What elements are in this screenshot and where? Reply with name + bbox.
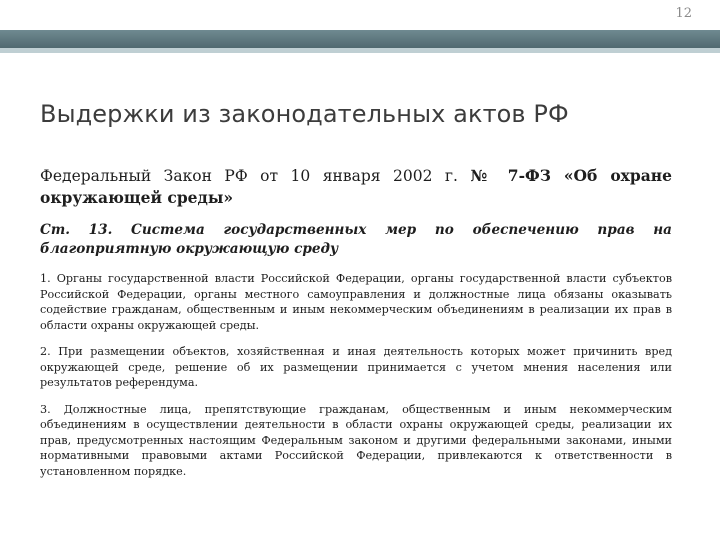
- article-heading: Ст. 13. Система государственных мер по обеспечению прав на благоприятную окружающую среду: [40, 222, 672, 257]
- paragraph-2: 2. При размещении объектов, хозяйственная и иная деятельность которых может причинить вред окружающей среде, решение об их размещении принимается с учетом мнения населения или результатов референдума.: [40, 345, 672, 389]
- law-heading: [40, 165, 672, 209]
- header-band: [0, 0, 720, 30]
- top-decorative-band: [0, 30, 720, 48]
- paragraph-1: 1. Органы государственной власти Российской Федерации, органы государственной власти субъектов Российской Федерации, органы местного самоуправления и должностные лица обязаны оказывать содействие гражданам, общественным и иным некоммерческим объединениям в реализации их прав в области охраны окружающей среды.: [40, 272, 672, 332]
- paragraph-3: 3. Должностные лица, препятствующие гражданам, общественным и иным некоммерческим объединениям в осуществлении деятельности в области охраны окружающей среды, реализации их прав, предусмотренных настоящим Федеральным законом и другими федеральными законами, иными нормативными правовыми актами Российской Федерации, привлекаются к ответственности в установленном порядке.: [40, 402, 672, 478]
- accent-line: [0, 48, 720, 53]
- law-heading-title: № 7-ФЗ «Об охране окружающей среды»: [40, 166, 672, 207]
- slide-content: [40, 165, 672, 490]
- law-heading-prefix: Федеральный Закон РФ от 10 января 2002 г.: [40, 167, 471, 185]
- slide-title: Выдержки из законодательных актов РФ: [40, 100, 569, 128]
- slide-number: 12: [675, 6, 692, 21]
